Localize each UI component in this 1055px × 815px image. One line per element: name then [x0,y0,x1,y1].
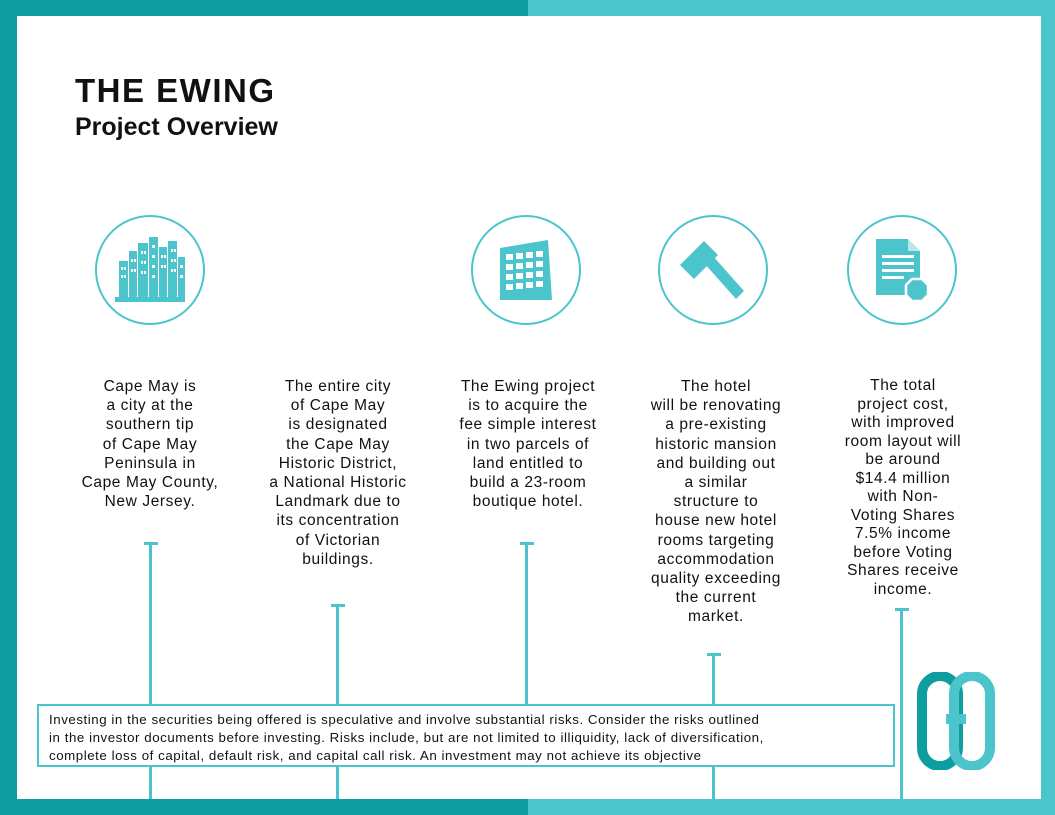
stem-2 [336,604,339,799]
column-5-line: The total [870,377,936,394]
disclaimer-line: in the investor documents before investing. Risks include, but are not limited to illiquidity, lack of diversification, [49,730,764,745]
column-2-line: its concentration [276,512,400,530]
column-3-line: land entitled to [472,454,584,472]
column-1-line: of Cape May [102,435,198,453]
column-5-line: Shares receive [847,562,959,579]
column-2-line: Landmark due to [275,493,401,511]
column-4-line: quality exceeding [651,570,781,588]
city-icon-circle [95,215,205,325]
column-3-text [436,377,620,511]
column-4-line: The hotel [680,378,752,395]
column-3-line: boutique hotel. [472,493,584,511]
frame-top-left [0,0,528,16]
column-4-line: accommodation [657,550,775,568]
column-2-text [248,377,428,569]
column-5-line: 7.5% income [854,525,952,542]
column-5-line: project cost, [857,395,949,413]
column-3-line: build a 23-room [469,474,587,492]
column-4-line: structure to [673,493,759,511]
company-logo-icon [916,672,996,770]
column-2-line: The entire city [284,378,392,395]
column-2-line: Historic District, [278,454,398,472]
column-2-line: a National Historic [269,474,407,492]
frame-bottom-right [528,799,1055,815]
column-5-line: income. [873,580,933,598]
column-4-line: historic mansion [655,435,777,453]
frame-right [1041,0,1055,815]
column-4-line: a pre-existing [665,416,767,434]
column-4-line: house new hotel [655,512,777,530]
page-subtitle: Project Overview [75,113,278,141]
column-4-line: market. [688,608,744,626]
column-1-line: a city at the [106,397,194,415]
frame-top-right [528,0,1055,16]
column-5-line: Voting Shares [850,506,956,524]
column-4-text [624,377,808,627]
column-1-line: southern tip [105,416,195,434]
column-4-line: rooms targeting [657,531,775,549]
disclaimer-box [37,704,895,767]
city-skyline-icon [113,237,187,303]
stem-3 [525,542,528,704]
column-2-line: buildings. [302,550,374,568]
column-5-line: with Non- [867,488,939,505]
column-4-line: will be renovating [650,397,782,415]
hammer-icon-circle [658,215,768,325]
building-icon-circle [471,215,581,325]
frame-bottom-left [0,799,528,815]
column-1-text [60,377,240,511]
column-2-line: of Victorian [295,531,381,549]
column-1-line: Cape May County, [81,474,219,492]
disclaimer-line: Investing in the securities being offered is speculative and involve substantial risks. Consider the risks outlined [49,712,760,727]
document-icon [872,237,932,303]
building-icon [494,238,558,302]
column-3-line: fee simple interest [459,416,597,434]
frame-left [0,0,17,815]
column-5-line: before Voting [853,543,953,561]
column-5-line: room layout will [844,432,962,450]
page-title: THE EWING [75,72,276,109]
column-4-line: a similar [684,474,748,492]
document-icon-circle [847,215,957,325]
column-1-line: Cape May is [103,378,197,395]
column-1-line: New Jersey. [104,493,196,511]
column-2-line: of Cape May [290,397,386,415]
column-4-line: and building out [656,454,776,472]
column-4-line: the current [675,589,757,607]
column-1-line: Peninsula in [104,454,196,472]
stem-5 [900,608,903,799]
hammer-icon [678,235,748,305]
column-3-line: in two parcels of [466,435,590,453]
column-3-line: The Ewing project [460,378,596,395]
column-3-line: is to acquire the [468,397,588,415]
column-2-line: the Cape May [286,435,390,453]
column-5-line: $14.4 million [855,469,951,487]
disclaimer-line: complete loss of capital, default risk, and capital call risk. An investment may not achieve its objective [49,748,702,763]
column-5-line: be around [865,451,941,468]
column-5-line: with improved [851,414,955,431]
column-5-text [815,377,991,599]
column-2-line: is designated [288,416,388,434]
